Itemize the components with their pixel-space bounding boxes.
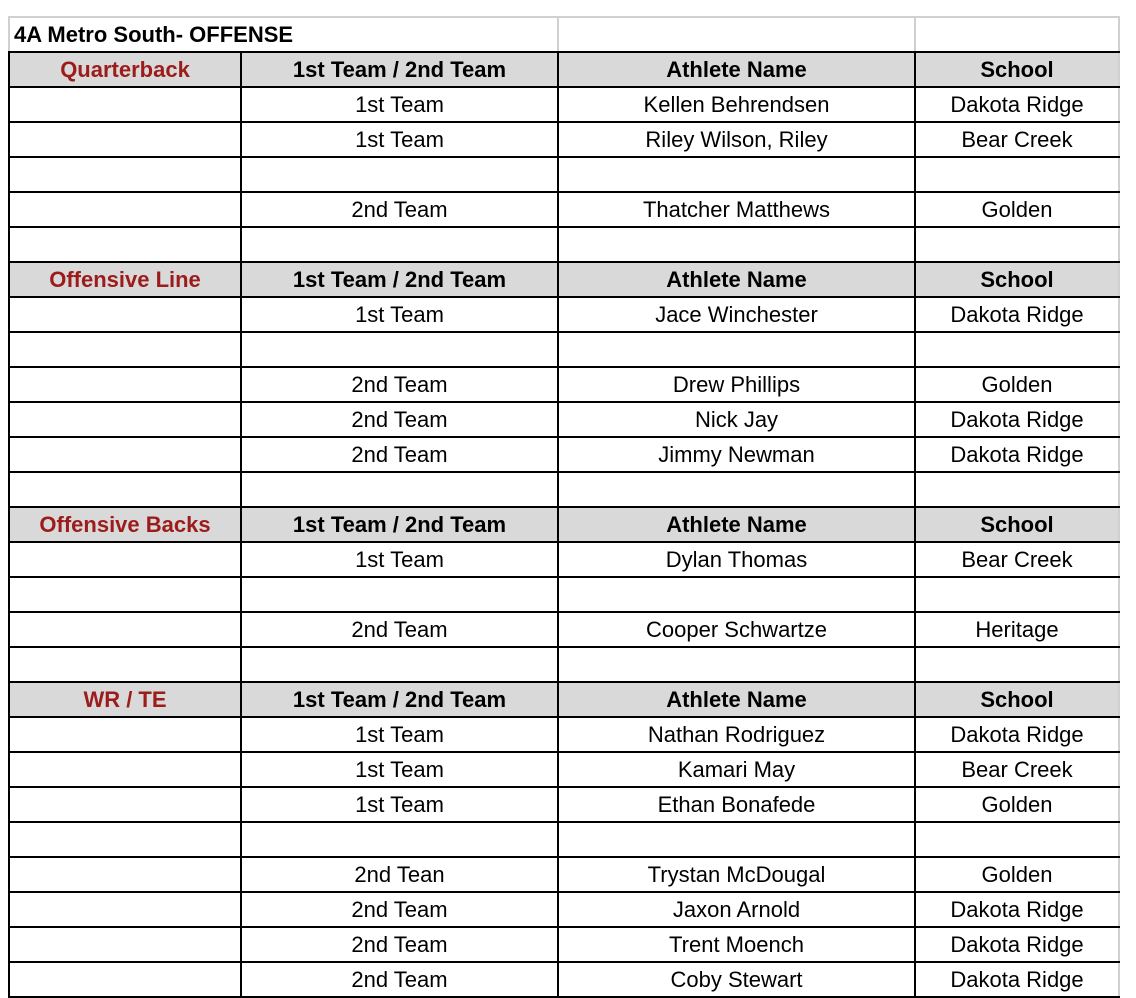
school-cell[interactable]: Golden (915, 367, 1119, 402)
table-row (9, 192, 1119, 227)
position-cell[interactable] (9, 542, 241, 577)
team-cell[interactable]: 2nd Team (241, 612, 558, 647)
table-row (9, 787, 1119, 822)
school-cell[interactable] (915, 332, 1119, 367)
school-cell[interactable] (915, 227, 1119, 262)
position-cell[interactable] (9, 122, 241, 157)
school-cell[interactable] (915, 157, 1119, 192)
team-cell[interactable]: 1st Team (241, 542, 558, 577)
school-column-header[interactable]: School (915, 507, 1119, 542)
position-cell[interactable] (9, 612, 241, 647)
position-cell[interactable] (9, 892, 241, 927)
school-cell[interactable] (915, 822, 1119, 857)
table-row (9, 857, 1119, 892)
athlete-name-cell[interactable] (558, 647, 915, 682)
team-cell[interactable]: 2nd Team (241, 892, 558, 927)
spreadsheet (8, 16, 1120, 998)
table-row (9, 752, 1119, 787)
school-cell[interactable]: Dakota Ridge (915, 927, 1119, 962)
school-cell[interactable]: Golden (915, 787, 1119, 822)
athlete-name-cell[interactable]: Dylan Thomas (558, 542, 915, 577)
cell[interactable] (915, 17, 1119, 52)
team-cell[interactable]: 1st Team (241, 717, 558, 752)
position-cell[interactable] (9, 927, 241, 962)
athlete-name-cell[interactable] (558, 157, 915, 192)
position-cell[interactable] (9, 227, 241, 262)
team-cell[interactable]: 2nd Team (241, 927, 558, 962)
cell[interactable] (558, 17, 915, 52)
athlete-name-cell[interactable]: Jimmy Newman (558, 437, 915, 472)
school-cell[interactable]: Golden (915, 857, 1119, 892)
athlete-name-cell[interactable]: Trystan McDougal (558, 857, 915, 892)
table-row (9, 717, 1119, 752)
school-column-header[interactable]: School (915, 262, 1119, 297)
athlete-column-header[interactable]: Athlete Name (558, 52, 915, 87)
table-row (9, 297, 1119, 332)
team-cell[interactable]: 2nd Tean (241, 857, 558, 892)
table-row (9, 612, 1119, 647)
table-row (9, 157, 1119, 192)
team-column-header[interactable]: 1st Team / 2nd Team (241, 682, 558, 717)
position-label[interactable]: WR / TE (9, 682, 241, 717)
table-row (9, 892, 1119, 927)
team-cell[interactable]: 2nd Team (241, 367, 558, 402)
table-row (9, 927, 1119, 962)
team-cell[interactable]: 2nd Team (241, 402, 558, 437)
section-header-row (9, 52, 1119, 87)
team-cell[interactable] (241, 647, 558, 682)
school-cell[interactable] (915, 577, 1119, 612)
school-cell[interactable]: Dakota Ridge (915, 892, 1119, 927)
team-cell[interactable]: 1st Team (241, 87, 558, 122)
athlete-name-cell[interactable]: Trent Moench (558, 927, 915, 962)
position-cell[interactable] (9, 402, 241, 437)
table-row (9, 472, 1119, 507)
school-cell[interactable]: Bear Creek (915, 122, 1119, 157)
athlete-name-cell[interactable] (558, 472, 915, 507)
title-row (9, 17, 1119, 52)
athlete-name-cell[interactable]: Jaxon Arnold (558, 892, 915, 927)
school-cell[interactable]: Dakota Ridge (915, 962, 1119, 997)
team-cell[interactable] (241, 577, 558, 612)
section-header-row (9, 507, 1119, 542)
position-label[interactable]: Offensive Backs (9, 507, 241, 542)
school-cell[interactable]: Dakota Ridge (915, 87, 1119, 122)
athlete-name-cell[interactable]: Cooper Schwartze (558, 612, 915, 647)
table-row (9, 367, 1119, 402)
position-cell[interactable] (9, 332, 241, 367)
team-cell[interactable]: 1st Team (241, 752, 558, 787)
team-cell[interactable] (241, 157, 558, 192)
table-row (9, 962, 1119, 997)
team-cell[interactable] (241, 227, 558, 262)
school-cell[interactable]: Dakota Ridge (915, 437, 1119, 472)
position-cell[interactable] (9, 472, 241, 507)
offense-table (8, 16, 1120, 998)
table-row (9, 87, 1119, 122)
team-cell[interactable]: 2nd Team (241, 437, 558, 472)
athlete-name-cell[interactable]: Nathan Rodriguez (558, 717, 915, 752)
team-cell[interactable]: 1st Team (241, 122, 558, 157)
team-cell[interactable]: 1st Team (241, 787, 558, 822)
school-cell[interactable]: Dakota Ridge (915, 717, 1119, 752)
table-row (9, 122, 1119, 157)
position-cell[interactable] (9, 437, 241, 472)
table-row (9, 437, 1119, 472)
section-header-row (9, 682, 1119, 717)
athlete-name-cell[interactable]: Kellen Behrendsen (558, 87, 915, 122)
table-row (9, 822, 1119, 857)
table-row (9, 402, 1119, 437)
position-cell[interactable] (9, 717, 241, 752)
team-cell[interactable]: 2nd Team (241, 962, 558, 997)
school-column-header[interactable]: School (915, 682, 1119, 717)
position-cell[interactable] (9, 822, 241, 857)
athlete-column-header[interactable]: Athlete Name (558, 262, 915, 297)
table-row (9, 577, 1119, 612)
school-cell[interactable]: Bear Creek (915, 752, 1119, 787)
athlete-name-cell[interactable]: Kamari May (558, 752, 915, 787)
athlete-name-cell[interactable]: Thatcher Matthews (558, 192, 915, 227)
table-row (9, 332, 1119, 367)
position-cell[interactable] (9, 157, 241, 192)
athlete-name-cell[interactable]: Ethan Bonafede (558, 787, 915, 822)
athlete-column-header[interactable]: Athlete Name (558, 682, 915, 717)
athlete-name-cell[interactable] (558, 822, 915, 857)
school-cell[interactable] (915, 472, 1119, 507)
team-cell[interactable] (241, 822, 558, 857)
team-cell[interactable] (241, 332, 558, 367)
position-cell[interactable] (9, 962, 241, 997)
team-column-header[interactable]: 1st Team / 2nd Team (241, 507, 558, 542)
school-cell[interactable]: Dakota Ridge (915, 402, 1119, 437)
team-column-header[interactable]: 1st Team / 2nd Team (241, 262, 558, 297)
school-cell[interactable]: Bear Creek (915, 542, 1119, 577)
position-cell[interactable] (9, 857, 241, 892)
school-column-header[interactable]: School (915, 52, 1119, 87)
position-cell[interactable] (9, 752, 241, 787)
position-label[interactable]: Offensive Line (9, 262, 241, 297)
athlete-name-cell[interactable]: Drew Phillips (558, 367, 915, 402)
position-cell[interactable] (9, 297, 241, 332)
position-cell[interactable] (9, 647, 241, 682)
table-row (9, 647, 1119, 682)
team-cell[interactable]: 2nd Team (241, 192, 558, 227)
school-cell[interactable]: Dakota Ridge (915, 297, 1119, 332)
athlete-column-header[interactable]: Athlete Name (558, 507, 915, 542)
athlete-name-cell[interactable]: Coby Stewart (558, 962, 915, 997)
athlete-name-cell[interactable]: Riley Wilson, Riley (558, 122, 915, 157)
athlete-name-cell[interactable] (558, 332, 915, 367)
team-cell[interactable] (241, 472, 558, 507)
athlete-name-cell[interactable]: Nick Jay (558, 402, 915, 437)
team-cell[interactable]: 1st Team (241, 297, 558, 332)
section-header-row (9, 262, 1119, 297)
table-row (9, 227, 1119, 262)
athlete-name-cell[interactable] (558, 577, 915, 612)
school-cell[interactable]: Heritage (915, 612, 1119, 647)
school-cell[interactable]: Golden (915, 192, 1119, 227)
position-cell[interactable] (9, 787, 241, 822)
team-column-header[interactable]: 1st Team / 2nd Team (241, 52, 558, 87)
athlete-name-cell[interactable]: Jace Winchester (558, 297, 915, 332)
position-cell[interactable] (9, 87, 241, 122)
sheet-title[interactable]: 4A Metro South- OFFENSE (9, 17, 558, 52)
position-cell[interactable] (9, 192, 241, 227)
position-cell[interactable] (9, 367, 241, 402)
position-label[interactable]: Quarterback (9, 52, 241, 87)
athlete-name-cell[interactable] (558, 227, 915, 262)
table-row (9, 542, 1119, 577)
school-cell[interactable] (915, 647, 1119, 682)
position-cell[interactable] (9, 577, 241, 612)
